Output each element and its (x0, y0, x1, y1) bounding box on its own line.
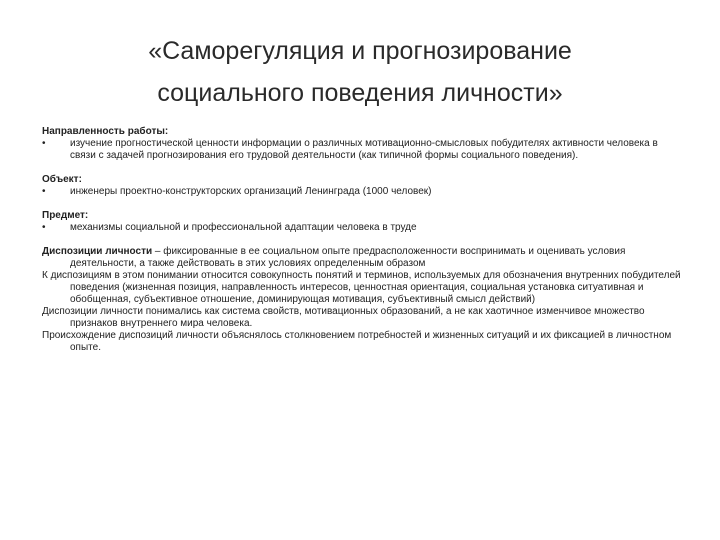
slide-title-line-1: «Саморегуляция и прогнозирование (148, 37, 572, 65)
paragraph-dispositions-system: Диспозиции личности понимались как система свойств, мотивационных образований, а не как хаотичное изменчивое множество признаков внутреннего мира человека. (42, 306, 645, 329)
paragraph-dispositions-origin: Происхождение диспозиций личности объяснялось столкновением потребностей и жизненных ситуаций и их фиксацией в личностном опыте. (42, 330, 672, 353)
slide-title (60, 30, 660, 114)
section-direction (42, 126, 682, 162)
bullet-text: изучение прогностической ценности информации о различных мотивационно-смысловых побудителях активности человека в связи с задачей прогнозирования его трудовой деятельности (как типичной формы социального поведения). (70, 138, 658, 161)
bullet-text: инженеры проектно-конструкторских организаций Ленинграда (1000 человек) (70, 186, 432, 197)
slide-title-line-2: социального поведения личности» (157, 79, 563, 107)
bullet-icon: • (42, 222, 46, 233)
slide-content (42, 126, 682, 354)
section-heading: Предмет: (42, 210, 89, 221)
bullet-icon: • (42, 186, 46, 197)
section-heading: Объект: (42, 174, 82, 185)
section-object (42, 174, 682, 198)
definition-text: – фиксированные в ее социальном опыте предрасположенности воспринимать и оценивать условия деятельности, а также действовать в этих условиях определенным образом (70, 246, 626, 269)
bullet-item (42, 138, 682, 162)
term-dispositions: Диспозиции личности (42, 246, 153, 257)
paragraph-dispositions-concepts: К диспозициям в этом понимании относится совокупность понятий и терминов, используемых для обозначения внутренних побудителей поведения (жизненная позиция, направленность интересов, ценностная ориентация, социальная установка ситуативная и обобщенная, субъективное отношение, доминирующая мотивация, субъективный смысл действий) (42, 270, 681, 305)
bullet-item (42, 222, 682, 234)
bullet-text: механизмы социальной и профессиональной адаптации человека в труде (70, 222, 417, 233)
bullet-item (42, 186, 682, 198)
bullet-icon: • (42, 138, 46, 149)
section-subject (42, 210, 682, 234)
section-heading: Направленность работы: (42, 126, 169, 137)
paragraph-dispositions-definition (42, 246, 682, 270)
